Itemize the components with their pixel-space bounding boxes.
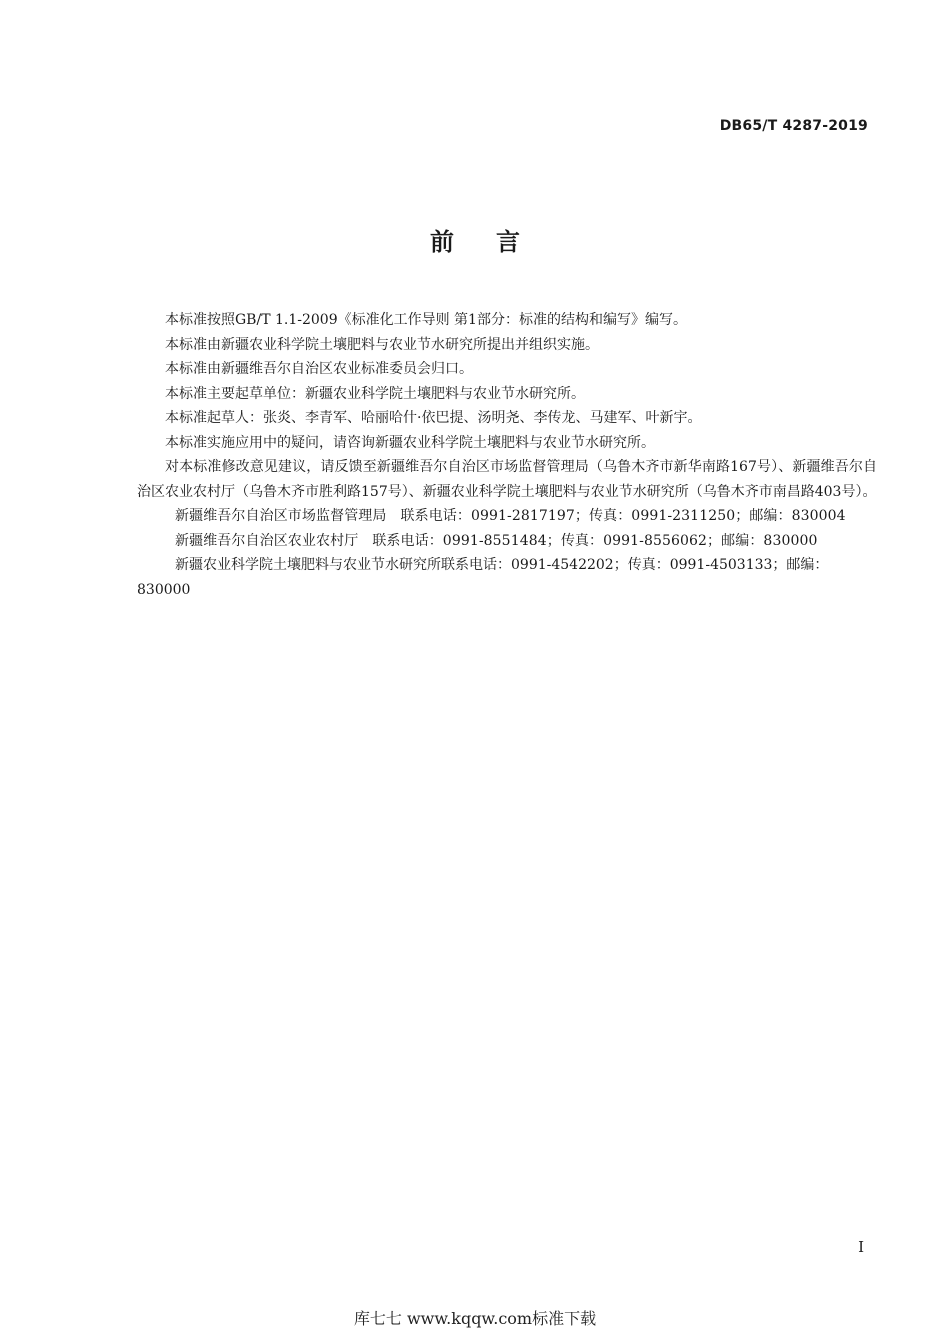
watermark-text: 库七七 www.kqqw.com标准下载 bbox=[353, 1309, 597, 1328]
contact-org: 新疆农业科学院土壤肥料与农业节水研究所 bbox=[175, 557, 441, 573]
paragraph-inquiry: 本标准实施应用中的疑问，请咨询新疆农业科学院土壤肥料与农业节水研究所。 bbox=[165, 434, 655, 451]
page-number: I bbox=[858, 1238, 864, 1256]
contact-org: 新疆维吾尔自治区市场监督管理局 bbox=[175, 508, 387, 524]
contact-line bbox=[137, 553, 877, 602]
paragraph-administrator: 本标准由新疆维吾尔自治区农业标准委员会归口。 bbox=[165, 361, 473, 377]
contact-details: 联系电话：0991-8551484；传真：0991-8556062；邮编：830000 bbox=[372, 532, 818, 549]
paragraph-proposer: 本标准由新疆农业科学院土壤肥料与农业节水研究所提出并组织实施。 bbox=[165, 336, 599, 353]
contact-line bbox=[137, 529, 877, 554]
contact-line bbox=[137, 504, 877, 529]
foreword-body bbox=[137, 308, 877, 602]
contact-details: 联系电话：0991-2817197；传真：0991-2311250；邮编：830004 bbox=[400, 508, 846, 524]
paragraph-compilation-basis: 本标准按照GB/T 1.1-2009《标准化工作导则 第1部分：标准的结构和编写》编写。 bbox=[165, 312, 687, 328]
page-title: 前言 bbox=[430, 228, 562, 256]
document-code: DB65/T 4287-2019 bbox=[719, 118, 868, 134]
paragraph-drafting-unit: 本标准主要起草单位：新疆农业科学院土壤肥料与农业节水研究所。 bbox=[165, 385, 585, 402]
contact-details: 联系电话：0991-4542202；传真：0991-4503133；邮编：830000 bbox=[137, 557, 829, 598]
paragraph-feedback: 对本标准修改意见建议，请反馈至新疆维吾尔自治区市场监督管理局（乌鲁木齐市新华南路167号）、新疆维吾尔自治区农业农村厅（乌鲁木齐市胜利路157号）、新疆农业科学院土壤肥料与农业节水研究所（乌鲁木齐市南昌路403号）。 bbox=[137, 459, 877, 500]
contact-org: 新疆维吾尔自治区农业农村厅 bbox=[175, 532, 359, 549]
paragraph-drafters: 本标准起草人：张炎、李青军、哈丽哈什·依巴提、汤明尧、李传龙、马建军、叶新宇。 bbox=[165, 410, 702, 426]
